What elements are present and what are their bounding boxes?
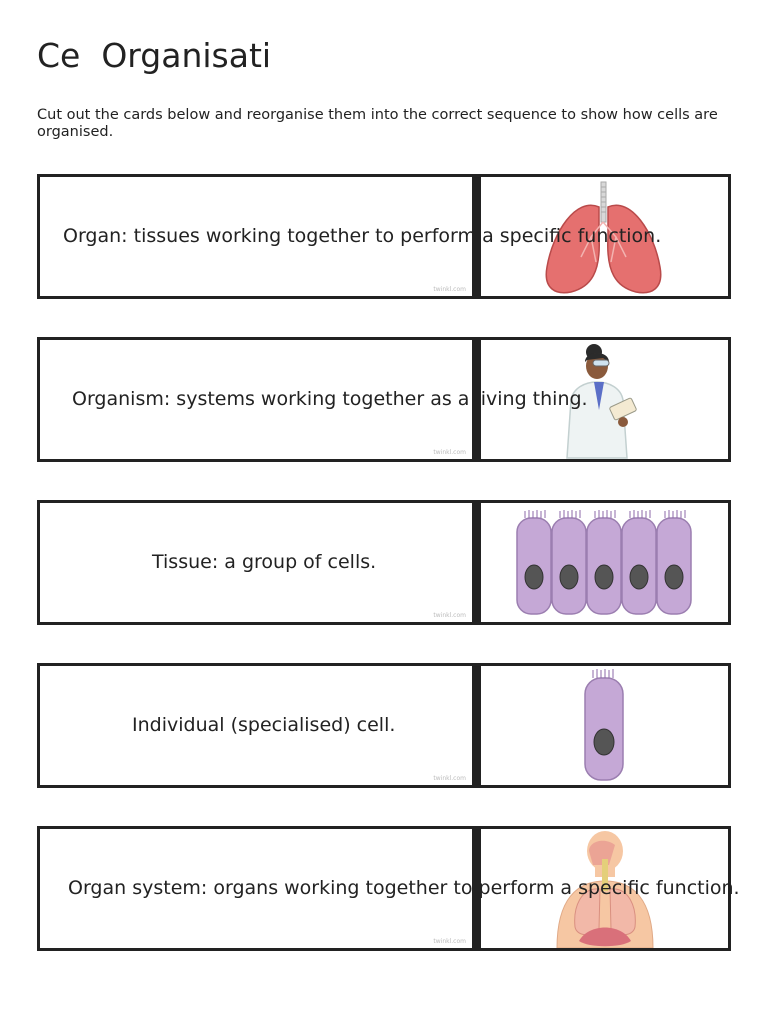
card-text: Organ system: organs working together to perform a specific function. [68,877,740,899]
card-organ[interactable] [37,174,731,299]
card-divider [473,500,479,625]
watermark: twinkl.com [433,449,466,456]
single-cell-icon [481,666,728,785]
watermark: twinkl.com [433,775,466,782]
card-organism[interactable] [37,337,731,462]
card-divider [473,663,479,788]
card-text: Tissue: a group of cells. [152,551,377,573]
card-cell[interactable] [37,663,731,788]
instructions-text: Cut out the cards below and reorganise them into the correct sequence to show how cells are organised. [37,107,718,140]
watermark: twinkl.com [433,938,466,945]
watermark: twinkl.com [433,612,466,619]
card-organ-system[interactable] [37,826,740,951]
image-card [478,500,731,625]
card-tissue[interactable] [37,500,731,625]
card-text: Organ: tissues working together to perform a specific function. [63,225,662,247]
card-text: Individual (specialised) cell. [132,714,396,736]
image-card [478,663,731,788]
card-text: Organism: systems working together as a living thing. [72,388,588,410]
page-title: Ce Organisati [37,36,272,75]
watermark: twinkl.com [433,286,466,293]
tissue-cells-icon [481,503,728,622]
